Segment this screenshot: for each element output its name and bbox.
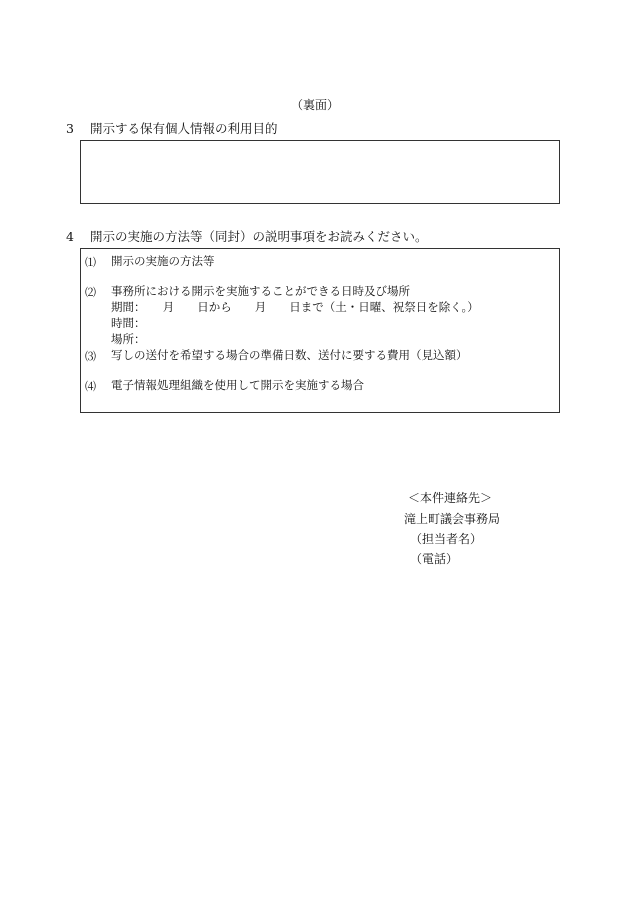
contact-person: （担当者名） [410,532,483,546]
section4-heading [66,227,428,245]
item-2-place: 場所： [111,332,146,346]
section4-number: 4 [66,229,74,244]
method-box [80,248,560,413]
section4-title: 開示の実施の方法等（同封）の説明事項をお読みください。 [90,229,428,244]
contact-heading: ＜本件連絡先＞ [408,491,493,505]
section3-number: 3 [66,121,74,136]
item-3-text: 写しの送付を希望する場合の準備日数、送付に要する費用（見込額） [111,348,468,362]
item-3-number: ⑶ [85,350,96,363]
page-label: （裏面） [290,98,339,112]
contact-phone: （電話） [410,552,459,566]
item-2-period: 期間： 月 日から 月 日まで（土・日曜、祝祭日を除く。） [111,300,479,314]
item-2-number: ⑵ [85,286,96,299]
purpose-field[interactable] [80,140,560,204]
item-2-text: 事務所における開示を実施することができる日時及び場所 [111,284,410,298]
section3-heading [66,119,278,137]
contact-office: 滝上町議会事務局 [404,512,501,526]
item-4-number: ⑷ [85,380,96,393]
item-4-text: 電子情報処理組織を使用して開示を実施する場合 [111,378,364,392]
section3-title: 開示する保有個人情報の利用目的 [90,121,278,136]
item-1-number: ⑴ [85,256,96,269]
item-1-text: 開示の実施の方法等 [111,254,215,268]
item-2-time: 時間： [111,316,146,330]
